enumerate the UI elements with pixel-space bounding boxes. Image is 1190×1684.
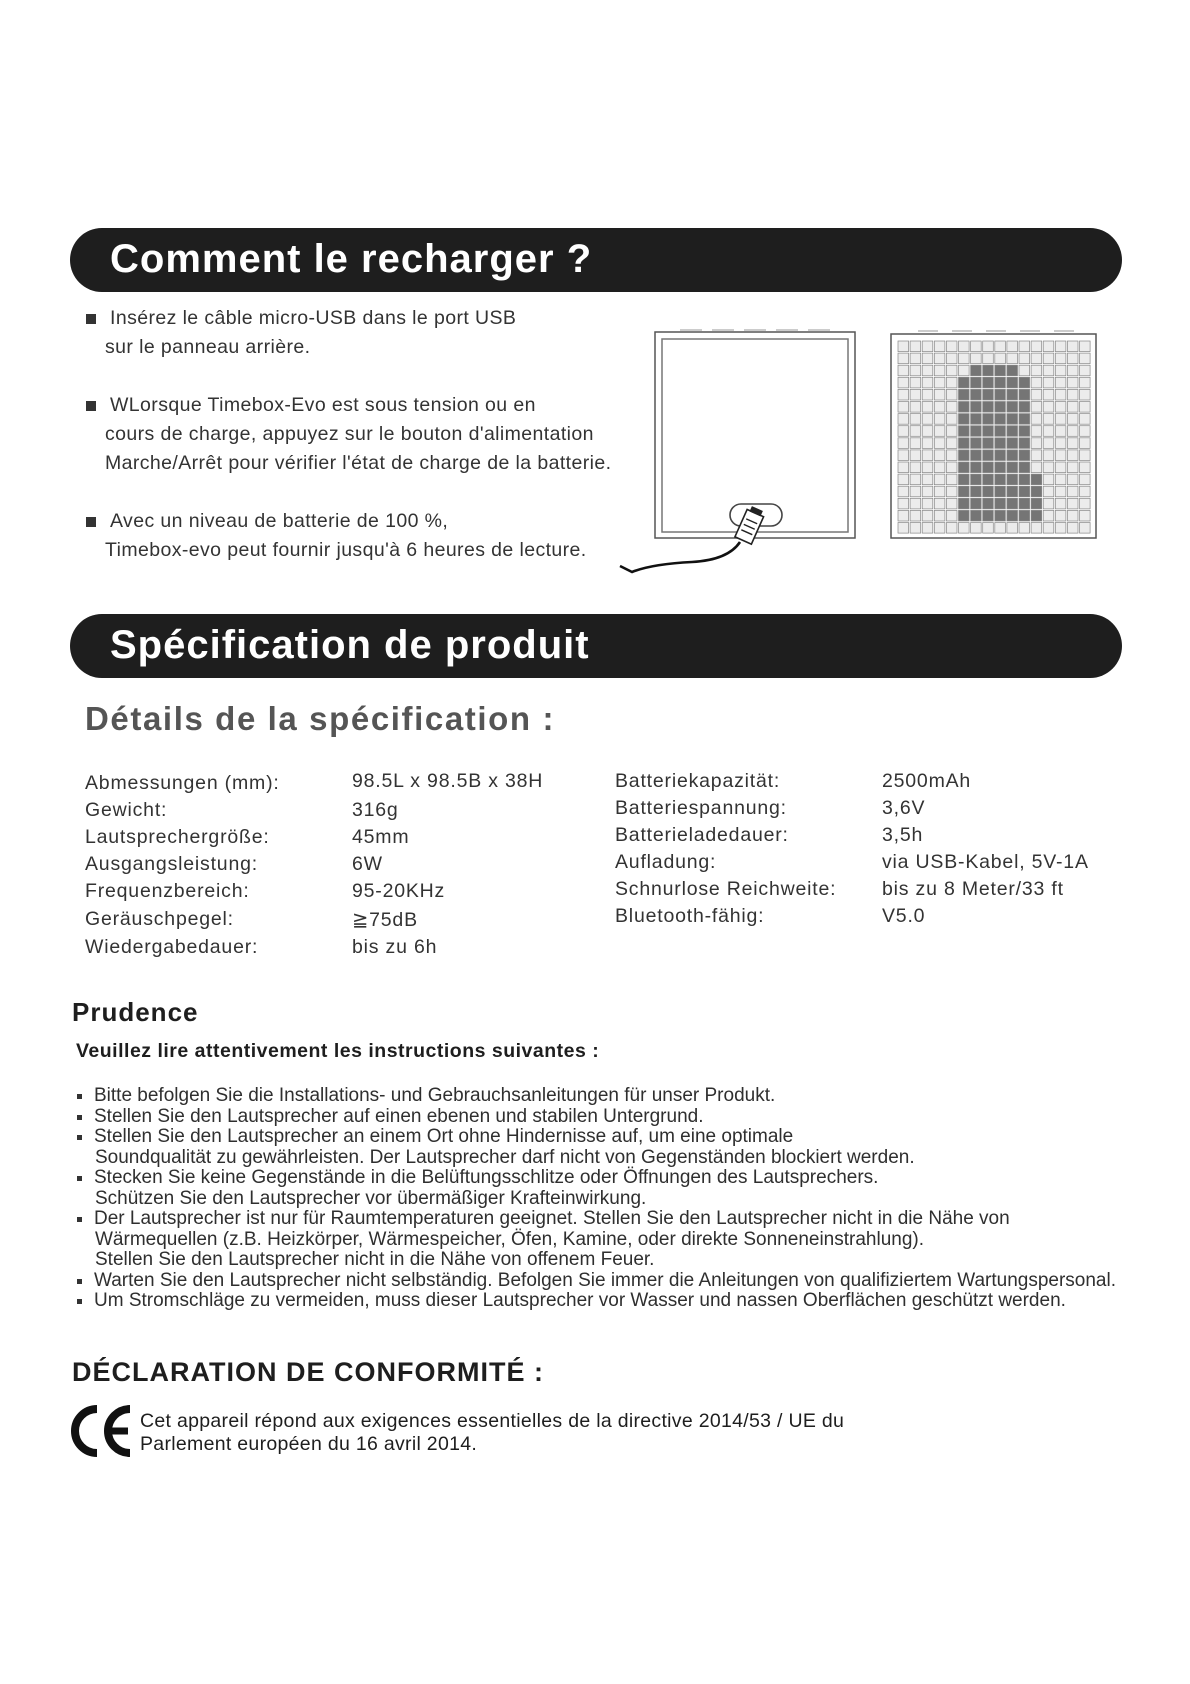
spec-label: Bluetooth-fähig: <box>615 905 765 927</box>
spec-label: Lautsprechergröße: <box>85 826 270 848</box>
recharge-title: Comment le recharger ? <box>110 237 593 281</box>
spec-value: 316g <box>352 799 399 821</box>
speaker-battery-display-illustration <box>890 330 1102 544</box>
caution-item: Bitte befolgen Sie die Installations- und Gebrauchsanleitungen für unser Produkt. <box>76 1086 1116 1107</box>
prudence-title: Prudence <box>72 997 199 1027</box>
spec-value: bis zu 6h <box>352 936 438 958</box>
spec-value: bis zu 8 Meter/33 ft <box>882 878 1064 900</box>
spec-value: 45mm <box>352 826 410 848</box>
caution-item: Stecken Sie keine Gegenstände in die Belüftungsschlitze oder Öffnungen des Lautsprechers. <box>76 1168 1116 1189</box>
caution-item: Um Stromschläge zu vermeiden, muss dieser Lautsprecher vor Wasser und nassen Oberflächen geschützt werden. <box>76 1291 1116 1312</box>
spec-value: 6W <box>352 853 383 875</box>
spec-value: V5.0 <box>882 905 926 927</box>
spec-value: 98.5L x 98.5B x 38H <box>352 770 544 792</box>
spec-label: Frequenzbereich: <box>85 880 250 902</box>
specs-title: Spécification de produit <box>110 623 590 667</box>
caution-item: Stellen Sie den Lautsprecher nicht in die Nähe von offenem Feuer. <box>95 1249 655 1270</box>
bullet-dot-icon <box>77 1135 82 1140</box>
caution-item: Soundqualität zu gewährleisten. Der Lautsprecher darf nicht von Gegenständen blockiert werden. <box>95 1146 915 1168</box>
spec-label: Abmessungen (mm): <box>85 772 280 794</box>
caution-item: Warten Sie den Lautsprecher nicht selbständig. Befolgen Sie immer die Anleitungen von qualifiziertem Wartungspersonal. <box>76 1271 1116 1292</box>
spec-value: via USB-Kabel, 5V-1A <box>882 851 1089 873</box>
bullet-dot-icon <box>77 1115 82 1120</box>
spec-label: Aufladung: <box>615 851 717 873</box>
bullet-dot-icon <box>77 1094 82 1099</box>
caution-item: Stellen Sie den Lautsprecher auf einen ebenen und stabilen Untergrund. <box>76 1107 1116 1128</box>
spec-value: 95-20KHz <box>352 880 446 902</box>
square-bullet-icon <box>86 314 96 324</box>
recharge-bullet-2: WLorsque Timebox-Evo est sous tension ou en cours de charge, appuyez sur le bouton d'alimentation Marche/Arrêt pour vérifier l'état de charge de la batterie. <box>84 391 611 478</box>
specs-subtitle: Détails de la spécification : <box>85 700 556 737</box>
bullet-dot-icon <box>77 1279 82 1284</box>
ce-mark-icon <box>70 1403 132 1459</box>
declaration-text: Cet appareil répond aux exigences essentielles de la directive 2014/53 / UE du Parlement européen du 16 avril 2014. <box>140 1410 845 1455</box>
spec-label: Gewicht: <box>85 799 168 821</box>
speaker-back-usb-illustration <box>612 328 862 578</box>
bullet-dot-icon <box>77 1217 82 1222</box>
spec-label: Geräuschpegel: <box>85 908 234 930</box>
specs-banner <box>70 614 1122 678</box>
spec-value: 3,6V <box>882 797 926 819</box>
recharge-bullet-1: Insérez le câble micro-USB dans le port USB sur le panneau arrière. <box>84 304 516 362</box>
spec-label: Schnurlose Reichweite: <box>615 878 837 900</box>
bullet-dot-icon <box>77 1176 82 1181</box>
caution-list <box>76 1086 1116 1312</box>
spec-value: 2500mAh <box>882 770 972 792</box>
spec-value: ≧75dB <box>352 909 418 931</box>
spec-label: Wiedergabedauer: <box>85 936 259 958</box>
spec-label: Batteriekapazität: <box>615 770 781 792</box>
bullet-dot-icon <box>77 1299 82 1304</box>
spec-label: Batteriespannung: <box>615 797 787 819</box>
caution-item: Stellen Sie den Lautsprecher an einem Ort ohne Hindernisse auf, um eine optimale <box>76 1127 1116 1148</box>
caution-item: Der Lautsprecher ist nur für Raumtemperaturen geeignet. Stellen Sie den Lautsprecher nicht in die Nähe von <box>76 1209 1116 1230</box>
prudence-subtitle: Veuillez lire attentivement les instructions suivantes : <box>76 1040 600 1062</box>
caution-item: Wärmequellen (z.B. Heizkörper, Wärmespeicher, Öfen, Kamine, oder direkte Sonneneinstrahlung). <box>95 1228 925 1250</box>
spec-value: 3,5h <box>882 824 924 846</box>
square-bullet-icon <box>86 517 96 527</box>
caution-item: Schützen Sie den Lautsprecher vor übermäßiger Krafteinwirkung. <box>95 1187 647 1209</box>
spec-label: Ausgangsleistung: <box>85 853 258 875</box>
recharge-bullet-3: Avec un niveau de batterie de 100 %, Timebox-evo peut fournir jusqu'à 6 heures de lecture. <box>84 507 587 565</box>
square-bullet-icon <box>86 401 96 411</box>
spec-label: Batterieladedauer: <box>615 824 789 846</box>
recharge-banner <box>70 228 1122 292</box>
declaration-title: DÉCLARATION DE CONFORMITÉ : <box>72 1357 544 1387</box>
